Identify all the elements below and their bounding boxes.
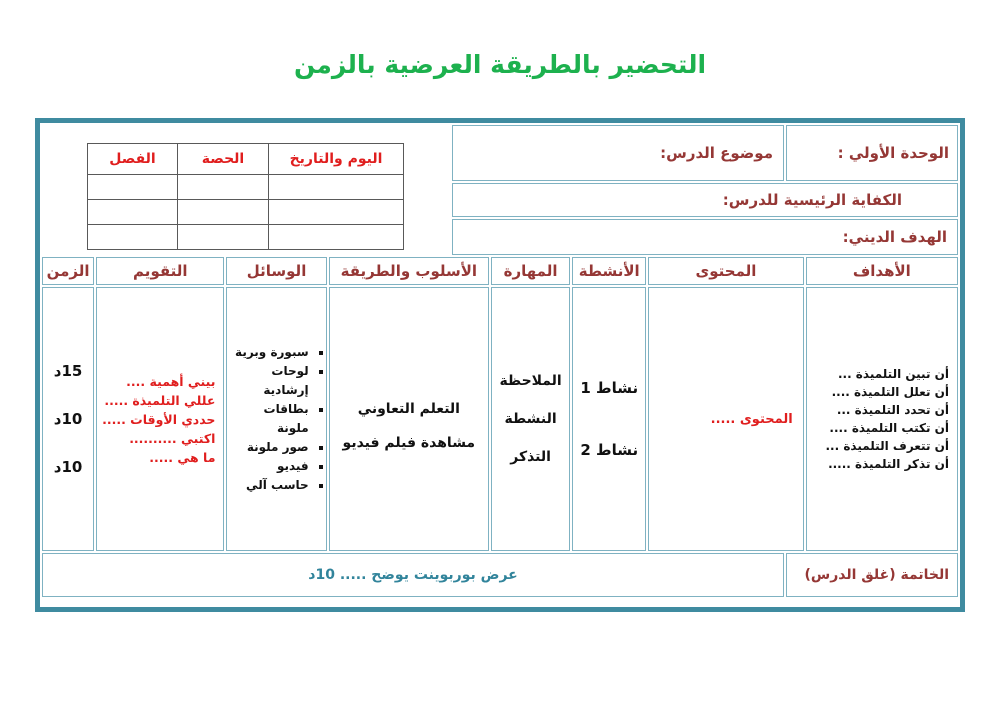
skill-item: الملاحظة (499, 373, 562, 389)
top-info-row1 (452, 125, 958, 181)
header-content: المحتوى (648, 257, 803, 285)
time-value: 10د (53, 410, 83, 428)
schedule-header-day-date: اليوم والتاريخ (269, 144, 404, 175)
header-activities: الأنشطة (572, 257, 646, 285)
activities-cell (572, 287, 646, 551)
skill-cell (491, 287, 570, 551)
main-table-header-row (42, 257, 958, 285)
header-means: الوسائل (226, 257, 326, 285)
main-table-content-row (42, 287, 958, 551)
evaluation-cell (96, 287, 224, 551)
header-time: الزمن (42, 257, 94, 285)
objective-line: أن تعلل التلميذة .... (831, 385, 949, 399)
schedule-header-period: الحصة (178, 144, 269, 175)
skill-item: التذكر (510, 449, 551, 465)
unit-label-cell: الوحدة الأولي : (786, 125, 958, 181)
objective-line: أن تبين التلميذة ... (837, 367, 949, 381)
means-list (228, 343, 324, 495)
religious-goal-cell: الهدف الديني: (452, 219, 958, 255)
evaluation-line: اكتبي .......... (129, 430, 216, 446)
closing-row (40, 553, 960, 597)
schedule-empty-cell (269, 200, 404, 225)
evaluation-line: عللي التلميذة ..... (104, 392, 216, 408)
schedule-empty-cell (178, 200, 269, 225)
schedule-empty-cell (178, 175, 269, 200)
objectives-cell (806, 287, 958, 551)
evaluation-line: ما هي ..... (149, 449, 216, 465)
schedule-table (87, 143, 404, 250)
means-item: ▪ لوحات إرشادية (230, 362, 308, 400)
schedule-empty-cell (269, 175, 404, 200)
time-value: 10د (53, 458, 83, 476)
schedule-row (88, 225, 404, 250)
content-cell: المحتوى ..... (648, 287, 803, 551)
topic-label-cell: موضوع الدرس: (452, 125, 784, 181)
schedule-row (88, 200, 404, 225)
time-value: 15د (53, 362, 83, 380)
schedule-empty-cell (88, 175, 178, 200)
schedule-empty-cell (178, 225, 269, 250)
means-cell (226, 287, 326, 551)
evaluation-line: بيني أهمية .... (126, 373, 216, 389)
competency-cell: الكفاية الرئيسية للدرس: (452, 183, 958, 217)
means-item: ▪ سبورة وبرية (230, 343, 308, 362)
evaluation-line: حددي الأوقات ..... (102, 411, 216, 427)
method-item: التعلم التعاوني (357, 401, 460, 417)
top-info-area (452, 125, 958, 255)
means-item: ▪ صور ملونة (230, 438, 308, 457)
header-method: الأسلوب والطريقة (329, 257, 489, 285)
header-skill: المهارة (491, 257, 570, 285)
header-evaluation: التقويم (96, 257, 224, 285)
page-title: التحضير بالطريقة العرضية بالزمن (293, 50, 707, 79)
skill-item: النشطة (504, 411, 557, 427)
objective-line: أن تذكر التلميذة ..... (828, 457, 949, 471)
time-cell (42, 287, 94, 551)
method-item: مشاهدة فيلم فيديو (342, 435, 476, 451)
header-objectives: الأهداف (806, 257, 958, 285)
schedule-empty-cell (88, 200, 178, 225)
closing-content-cell: عرض بوربوينت يوضح ..... 10د (42, 553, 784, 597)
main-table (40, 255, 960, 553)
objective-line: أن تكتب التلميذة .... (829, 421, 949, 435)
schedule-area (42, 125, 450, 255)
means-item: ▪ حاسب آلي (230, 476, 308, 495)
means-item: ▪ فيديو (230, 457, 308, 476)
lesson-plan-table (35, 118, 965, 612)
activity-item: نشاط 1 (580, 379, 639, 397)
schedule-row (88, 175, 404, 200)
top-section (40, 123, 960, 257)
closing-label-cell: الخاتمة (غلق الدرس) (786, 553, 958, 597)
method-cell (329, 287, 489, 551)
schedule-header-class: الفصل (88, 144, 178, 175)
activity-item: نشاط 2 (580, 441, 639, 459)
objective-line: أن تتعرف التلميذة ... (825, 439, 949, 453)
schedule-empty-cell (269, 225, 404, 250)
objective-line: أن تحدد التلميذة ... (836, 403, 949, 417)
schedule-empty-cell (88, 225, 178, 250)
means-item: ▪ بطاقات ملونة (230, 400, 308, 438)
